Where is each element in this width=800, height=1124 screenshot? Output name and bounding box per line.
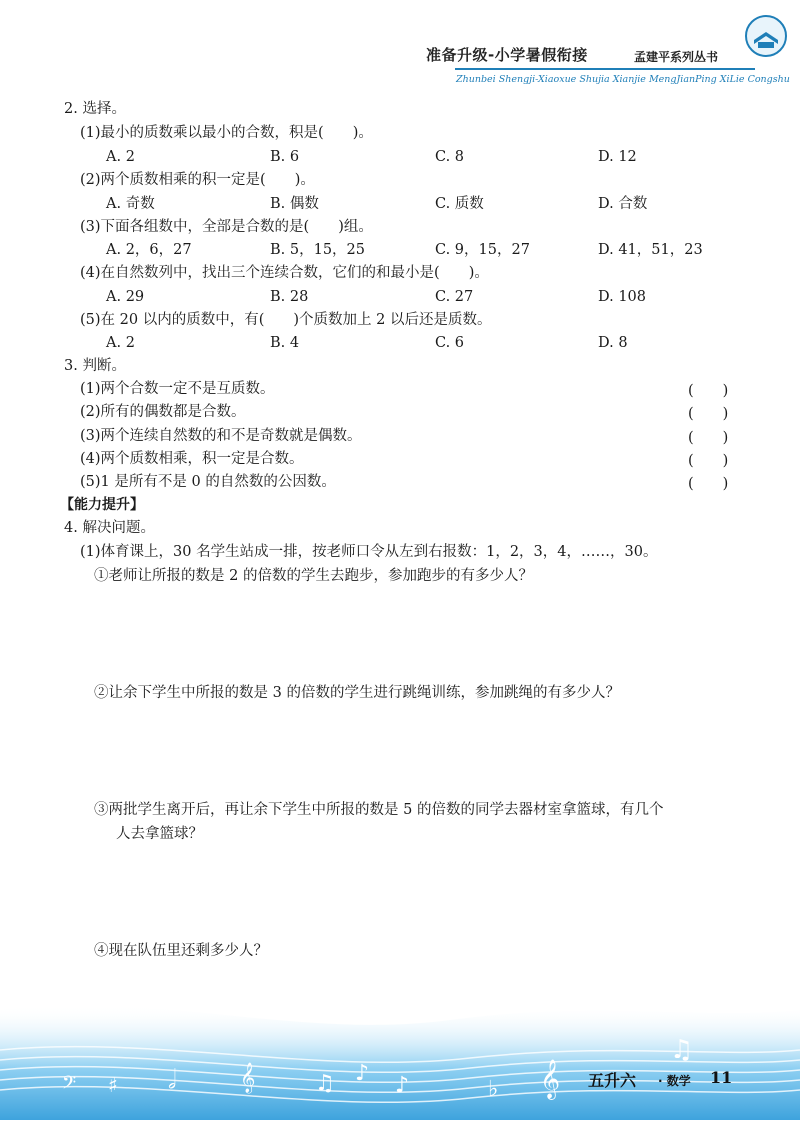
flat-icon: ♭ bbox=[488, 1077, 499, 1102]
q3-item-3: (3)两个连续自然数的和不是奇数就是偶数。 bbox=[80, 428, 362, 444]
footer-decoration bbox=[0, 980, 800, 1120]
q2-item-2-option-a: A. 奇数 bbox=[106, 196, 155, 212]
page-number: 11 bbox=[710, 1068, 733, 1087]
wave-background bbox=[0, 980, 800, 1120]
sharp-icon: ♯ bbox=[108, 1073, 118, 1097]
q2-item-1-option-d: D. 12 bbox=[598, 149, 637, 165]
subject-label: · 数学 bbox=[658, 1074, 691, 1088]
q4-intro: (1)体育课上，30 名学生站成一排，按老师口令从左到右报数：1，2，3，4，……，30。 bbox=[80, 544, 658, 560]
header-rule bbox=[455, 68, 755, 70]
page-header bbox=[0, 0, 800, 100]
q2-item-4-option-b: B. 28 bbox=[270, 289, 309, 305]
q3-item-2: (2)所有的偶数都是合数。 bbox=[80, 404, 246, 420]
q2-item-5-stem: (5)在 20 以内的质数中，有( )个质数加上 2 以后还是质数。 bbox=[80, 312, 492, 328]
q2-item-3-option-d: D. 41，51，23 bbox=[598, 242, 703, 258]
q2-item-2-option-c: C. 质数 bbox=[435, 196, 484, 212]
beamed-notes-icon: ♫ bbox=[315, 1071, 335, 1096]
book-logo-icon bbox=[744, 14, 788, 60]
q2-item-4-option-c: C. 27 bbox=[435, 289, 474, 305]
question-4-title: 4. 解决问题。 bbox=[64, 520, 155, 536]
q2-item-1-option-a: A. 2 bbox=[106, 149, 135, 165]
q2-item-3-option-c: C. 9，15，27 bbox=[435, 242, 530, 258]
q3-item-4: (4)两个质数相乘，积一定是合数。 bbox=[80, 451, 304, 467]
q3-item-1-answer-blank[interactable]: ( ) bbox=[688, 383, 729, 399]
q2-item-4-option-d: D. 108 bbox=[598, 289, 647, 305]
eighth-note-icon-2: ♪ bbox=[395, 1073, 410, 1098]
q4-part-3: ③两批学生离开后，再让余下学生中所报的数是 5 的倍数的同学去器材室拿篮球，有几个 bbox=[94, 802, 664, 818]
q2-item-2-option-b: B. 偶数 bbox=[270, 196, 319, 212]
q2-item-3-option-b: B. 5，15，25 bbox=[270, 242, 366, 258]
question-2-title: 2. 选择。 bbox=[64, 101, 126, 117]
q3-item-5: (5)1 是所有不是 0 的自然数的公因数。 bbox=[80, 474, 336, 490]
q2-item-1-stem: (1)最小的质数乘以最小的合数，积是( )。 bbox=[80, 125, 373, 141]
q3-item-2-answer-blank[interactable]: ( ) bbox=[688, 406, 729, 422]
q2-item-5-option-c: C. 6 bbox=[435, 335, 465, 351]
q2-item-4-stem: (4)在自然数列中，找出三个连续合数，它们的和最小是( )。 bbox=[80, 265, 489, 281]
q2-item-5-option-d: D. 8 bbox=[598, 335, 628, 351]
q2-item-1-option-c: C. 8 bbox=[435, 149, 465, 165]
q3-item-4-answer-blank[interactable]: ( ) bbox=[688, 453, 729, 469]
half-note-icon: 𝅗𝅥 bbox=[168, 1065, 177, 1095]
grade-label: 五升六 bbox=[588, 1071, 637, 1090]
q4-part-2: ②让余下学生中所报的数是 3 的倍数的学生进行跳绳训练，参加跳绳的有多少人？ bbox=[94, 685, 620, 701]
q2-item-4-option-a: A. 29 bbox=[106, 289, 145, 305]
q2-item-5-option-b: B. 4 bbox=[270, 335, 300, 351]
series-name: 孟建平系列丛书 bbox=[634, 50, 719, 64]
q2-item-2-stem: (2)两个质数相乘的积一定是( )。 bbox=[80, 172, 315, 188]
q4-part-1: ①老师让所报的数是 2 的倍数的学生去跑步，参加跑步的有多少人？ bbox=[94, 568, 533, 584]
book-title: 准备升级-小学暑假衔接 bbox=[426, 46, 588, 64]
beamed-notes-icon-2: ♫ bbox=[670, 1035, 694, 1065]
eighth-note-icon: ♪ bbox=[355, 1061, 370, 1086]
q4-part-4: ④现在队伍里还剩多少人？ bbox=[94, 943, 268, 959]
q3-item-3-answer-blank[interactable]: ( ) bbox=[688, 430, 729, 446]
q2-item-1-option-b: B. 6 bbox=[270, 149, 300, 165]
question-3-title: 3. 判断。 bbox=[64, 358, 126, 374]
music-note-icon: 𝄢 bbox=[62, 1073, 77, 1098]
treble-clef-icon: 𝄞 bbox=[240, 1063, 256, 1093]
q3-item-1: (1)两个合数一定不是互质数。 bbox=[80, 381, 275, 397]
treble-clef-icon-2: 𝄞 bbox=[540, 1059, 561, 1099]
q2-item-5-option-a: A. 2 bbox=[106, 335, 135, 351]
section-heading: 【能力提升】 bbox=[60, 497, 144, 513]
q3-item-5-answer-blank[interactable]: ( ) bbox=[688, 476, 729, 492]
book-title-pinyin: Zhunbei Shengji-Xiaoxue Shujia Xianjie MengJianPing XiLie Congshu bbox=[456, 74, 790, 85]
q2-item-2-option-d: D. 合数 bbox=[598, 196, 648, 212]
q4-part-3-cont: 人去拿篮球？ bbox=[116, 826, 203, 842]
q2-item-3-stem: (3)下面各组数中，全部是合数的是( )组。 bbox=[80, 219, 373, 235]
q2-item-3-option-a: A. 2，6，27 bbox=[106, 242, 192, 258]
